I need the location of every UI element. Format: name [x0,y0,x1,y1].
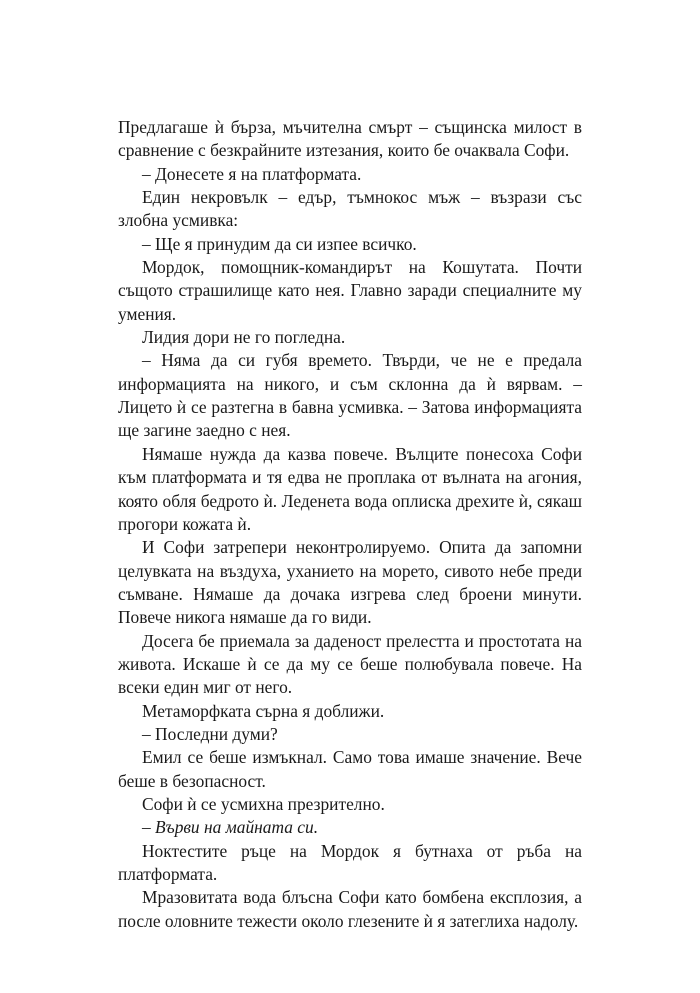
paragraph: Досега бе приемала за даденост прелестта и простотата на живота. Искаше ѝ се да му се беше полюбувала повече. На всеки един миг от него. [118,630,582,698]
paragraph: Мразовитата вода блъсна Софи като бомбена експлозия, а после оловните тежести около глезените ѝ я затеглиха надолу. [118,887,582,931]
italic-speech: – Върви на майната си. [142,817,319,838]
body-text [118,116,582,933]
paragraph: И Софи затрепери неконтролируемо. Опита да запомни целувката на въздуха, уханието на морето, сивото небе преди съмване. Нямаше да дочака изгрева след броени минути. Повече никога нямаше да го види. [118,537,582,628]
paragraph: – Донесете я на платформата. [142,163,362,184]
paragraph: Един некровълк – едър, тъмнокос мъж – възрази със злобна усмивка: [118,187,582,231]
paragraph: – Последни думи? [142,723,278,744]
paragraph: Софи ѝ се усмихна презрително. [142,793,385,814]
paragraph: Метаморфката сърна я доближи. [142,700,385,721]
paragraph-italic [118,816,582,839]
paragraph: – Ще я принудим да си изпее всичко. [142,233,417,254]
paragraph: Ноктестите ръце на Мордок я бутнаха от ръба на платформата. [118,840,582,884]
paragraph: Предлагаше ѝ бърза, мъчителна смърт – същинска милост в сравнение с безкрайните изтезания, които бе очаквала Софи. [118,117,582,161]
paragraph: Емил се беше измъкнал. Само това имаше значение. Вече беше в безопасност. [118,747,582,791]
paragraph: Мордок, помощник-командирът на Кошутата. Почти същото страшилище като нея. Главно заради специалните му умения. [118,257,582,324]
paragraph: – Няма да си губя времето. Твърди, че не е предала информацията на никого, и съм склонна да ѝ вярвам. – Лицето ѝ се разтегна в бавна усмивка. – Затова информацията ще загине заедно с нея. [118,350,582,441]
paragraph: Лидия дори не го погледна. [142,327,346,348]
paragraph: Нямаше нужда да казва повече. Вълците понесоха Софи към платформата и тя едва не проплака от вълната на агония, която обля бедрото ѝ. Леденета вода оплиска дрехите ѝ, сякаш прогори кожата ѝ. [118,443,582,534]
